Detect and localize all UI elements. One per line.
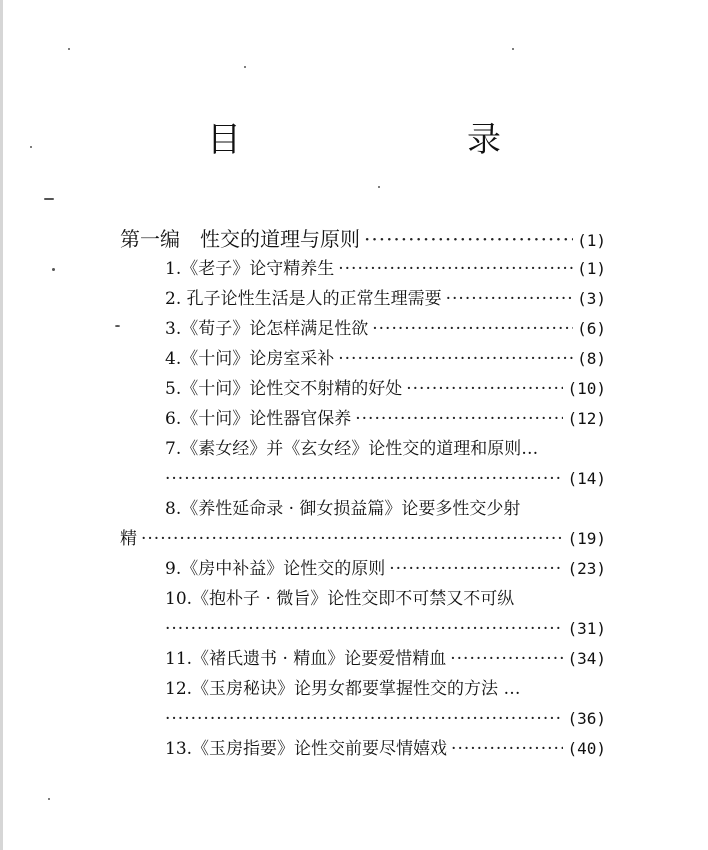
leader-dots	[364, 228, 573, 250]
toc-entry-8-cont	[120, 528, 606, 550]
toc-section-1[interactable]	[120, 228, 606, 252]
leader-dots	[338, 258, 573, 280]
entry-title: 4.《十问》论房室采补	[165, 349, 335, 369]
page-number: (8)	[577, 349, 606, 368]
toc-entry-9[interactable]	[165, 558, 606, 580]
page-number: (19)	[567, 529, 606, 548]
scan-speck	[68, 48, 70, 50]
page-number: (34)	[567, 649, 606, 668]
entry-title: 8.《养性延命录 · 御女损益篇》论要多性交少射	[165, 499, 521, 519]
toc-entry-10[interactable]	[165, 588, 606, 610]
toc-entry-8[interactable]	[165, 498, 606, 520]
scan-speck	[378, 186, 380, 188]
leader-dots	[406, 378, 563, 400]
page-number: (40)	[567, 739, 606, 758]
entry-title: 2. 孔子论性生活是人的正常生理需要	[165, 289, 442, 309]
toc-entry-12-leader	[165, 708, 606, 730]
scan-speck	[52, 268, 55, 271]
toc-entry-6[interactable]	[165, 408, 606, 430]
entry-title: 12.《玉房秘诀》论男女都要掌握性交的方法 …	[165, 679, 521, 699]
entry-title: 13.《玉房指要》论性交前要尽情嬉戏	[165, 739, 448, 759]
toc-entry-3[interactable]	[165, 318, 606, 340]
page-title: 目 录	[207, 120, 597, 160]
leader-dots	[389, 558, 563, 580]
toc-entry-11[interactable]	[165, 648, 606, 670]
scan-speck	[115, 325, 120, 327]
scan-speck	[44, 198, 54, 200]
page-number: (3)	[577, 289, 606, 308]
toc-entry-10-leader	[165, 618, 606, 640]
entry-title: 11.《褚氏遗书 · 精血》论要爱惜精血	[165, 649, 447, 669]
scan-speck	[48, 798, 50, 800]
page-number: (31)	[567, 619, 606, 638]
leader-dots	[338, 348, 573, 370]
leader-dots	[165, 618, 563, 640]
page-number: (6)	[577, 319, 606, 338]
scan-speck	[30, 146, 32, 148]
toc-entry-4[interactable]	[165, 348, 606, 370]
leader-dots	[165, 708, 563, 730]
scan-speck	[512, 48, 514, 50]
entry-title: 6.《十问》论性器官保养	[165, 409, 352, 429]
page-number: (14)	[567, 469, 606, 488]
toc-entry-5[interactable]	[165, 378, 606, 400]
toc-entry-7[interactable]	[165, 438, 606, 460]
entry-title: 9.《房中补益》论性交的原则	[165, 559, 386, 579]
leader-dots	[446, 288, 573, 310]
entry-title: 10.《抱朴子 · 微旨》论性交即不可禁又不可纵	[165, 589, 515, 609]
leader-dots	[141, 528, 563, 550]
page-number: (36)	[567, 709, 606, 728]
scan-speck	[244, 66, 246, 68]
entry-title: 5.《十问》论性交不射精的好处	[165, 379, 403, 399]
leader-dots	[165, 468, 563, 490]
entry-title: 3.《荀子》论怎样满足性欲	[165, 319, 369, 339]
page-number: (1)	[577, 231, 606, 250]
toc-entry-12[interactable]	[165, 678, 606, 700]
entry-continuation: 精	[120, 529, 137, 549]
page-number: (10)	[567, 379, 606, 398]
leader-dots	[372, 318, 573, 340]
page-number: (23)	[567, 559, 606, 578]
entry-title: 1.《老子》论守精养生	[165, 259, 335, 279]
entry-title: 7.《素女经》并《玄女经》论性交的道理和原则…	[165, 439, 539, 459]
toc-entry-1[interactable]	[165, 258, 606, 280]
section-label: 第一编 性交的道理与原则	[120, 227, 360, 251]
toc-entry-7-leader	[165, 468, 606, 490]
toc-entry-2[interactable]	[165, 288, 606, 310]
page-number: (12)	[567, 409, 606, 428]
leader-dots	[451, 738, 563, 760]
page-number: (1)	[577, 259, 606, 278]
leader-dots	[355, 408, 563, 430]
leader-dots	[450, 648, 563, 670]
toc-entry-13[interactable]	[165, 738, 606, 760]
